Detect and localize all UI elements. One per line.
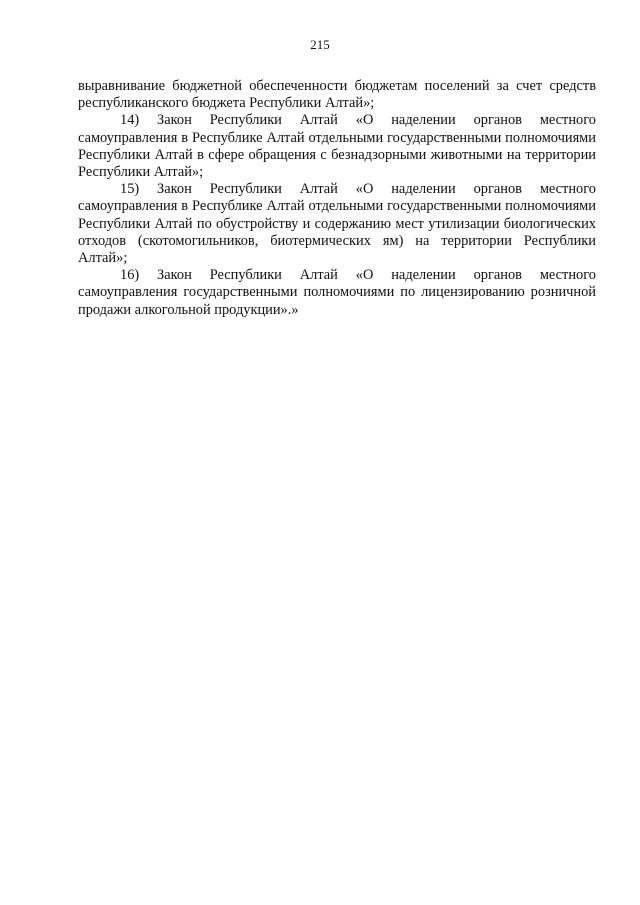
paragraph-item-14: 14) Закон Республики Алтай «О наделении органов местного самоуправления в Республике Алтай отдельными государственными полномочиями Республики Алтай в сфере обращения с безнадзорными животными на территории Республики Алтай»; [78, 112, 596, 181]
document-body [78, 78, 596, 319]
paragraph-continuation: выравнивание бюджетной обеспеченности бюджетам поселений за счет средств республиканского бюджета Республики Алтай»; [78, 78, 596, 112]
paragraph-item-15: 15) Закон Республики Алтай «О наделении органов местного самоуправления в Республике Алтай отдельными государственными полномочиями Республики Алтай по обустройству и содержанию мест утилизации биологических отходов (скотомогильников, биотермических ям) на территории Республики Алтай»; [78, 181, 596, 267]
paragraph-item-16: 16) Закон Республики Алтай «О наделении органов местного самоуправления государственными полномочиями по лицензированию розничной продажи алкогольной продукции».» [78, 267, 596, 318]
page-number: 215 [310, 37, 330, 52]
